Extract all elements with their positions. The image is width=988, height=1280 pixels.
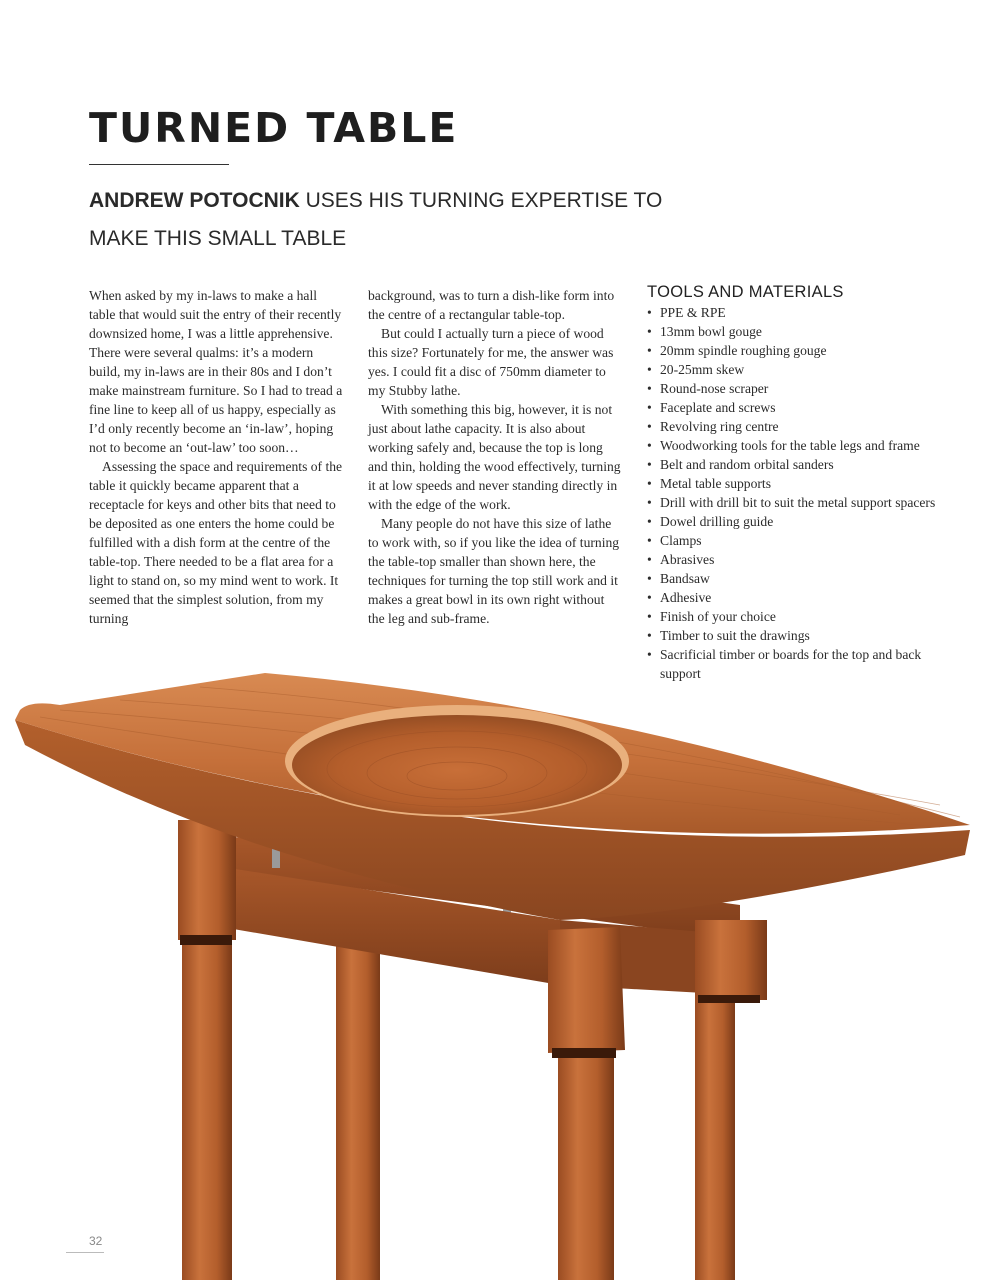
tools-list-item: • Revolving ring centre: [647, 417, 937, 436]
tools-list-item: • Drill with drill bit to suit the metal support spacers: [647, 493, 937, 512]
tools-list-item: • PPE & RPE: [647, 303, 937, 322]
body-column-1: [89, 286, 345, 628]
tools-list-item: • Belt and random orbital sanders: [647, 455, 937, 474]
paragraph: background, was to turn a dish-like form into the centre of a rectangular table-top.: [368, 288, 615, 322]
tools-list-item: • Adhesive: [647, 588, 937, 607]
tools-list-item: • Sacrificial timber or boards for the top and back support: [647, 645, 937, 683]
subtitle-text: USES HIS TURNING EXPERTISE TO MAKE THIS SMALL TABLE: [89, 189, 663, 250]
tools-list-item: • Timber to suit the drawings: [647, 626, 937, 645]
tools-list-item: • Bandsaw: [647, 569, 937, 588]
page-number-rule: [66, 1252, 104, 1253]
author-name: ANDREW POTOCNIK: [89, 189, 300, 212]
tools-heading: TOOLS AND MATERIALS: [647, 283, 844, 301]
paragraph: With something this big, however, it is not just about lathe capacity. It is also about working safely and, because the top is long and thin, holding the wood effectively, turning it at low speeds and never standing directly in with the edge of the work.: [368, 402, 621, 512]
paragraph: Assessing the space and requirements of the table it quickly became apparent that a receptacle for keys and other bits that need to be deposited as one enters the home could be fulfilled with a dish form at the centre of the table-top. There needed to be a flat area for a light to stand on, so my mind went to work. It seemed that the simplest solution, from my turning: [89, 459, 343, 626]
tools-list-item: • Abrasives: [647, 550, 937, 569]
tools-list-item: • 20mm spindle roughing gouge: [647, 341, 937, 360]
tools-and-materials: [647, 283, 937, 683]
tools-list-item: • 20-25mm skew: [647, 360, 937, 379]
article-title: TURNED TABLE: [89, 104, 459, 152]
page-number: 32: [89, 1234, 103, 1248]
article-subtitle: [89, 182, 689, 258]
turned-table-photo: [0, 665, 988, 1280]
paragraph: But could I actually turn a piece of wood this size? Fortunately for me, the answer was yes. I could fit a disc of 750mm diameter to my Stubby lathe.: [368, 326, 614, 398]
tools-list-item: • Woodworking tools for the table legs and frame: [647, 436, 937, 455]
tools-list-item: • 13mm bowl gouge: [647, 322, 937, 341]
tools-list-item: • Clamps: [647, 531, 937, 550]
tools-list-item: • Metal table supports: [647, 474, 937, 493]
tools-list-item: • Faceplate and screws: [647, 398, 937, 417]
tools-list-item: • Round-nose scraper: [647, 379, 937, 398]
title-divider: [89, 164, 229, 165]
tools-list-item: • Finish of your choice: [647, 607, 937, 626]
paragraph: Many people do not have this size of lathe to work with, so if you like the idea of turning the table-top smaller than shown here, the techniques for turning the top still work and it makes a great bowl in its own right without the leg and sub-frame.: [368, 516, 620, 626]
tools-list: [647, 303, 937, 683]
body-column-2: [368, 286, 624, 628]
paragraph: When asked by my in-laws to make a hall table that would suit the entry of their recently downsized home, I was a little apprehensive. There were several qualms: it’s a modern build, my in-laws are in their 80s and I don’t make mainstream furniture. So I had to tread a fine line to keep all of us happy, especially as I’d only recently become an ‘in-law’, hoping not to become an ‘out-law’ too soon…: [89, 288, 343, 455]
tools-list-item: • Dowel drilling guide: [647, 512, 937, 531]
